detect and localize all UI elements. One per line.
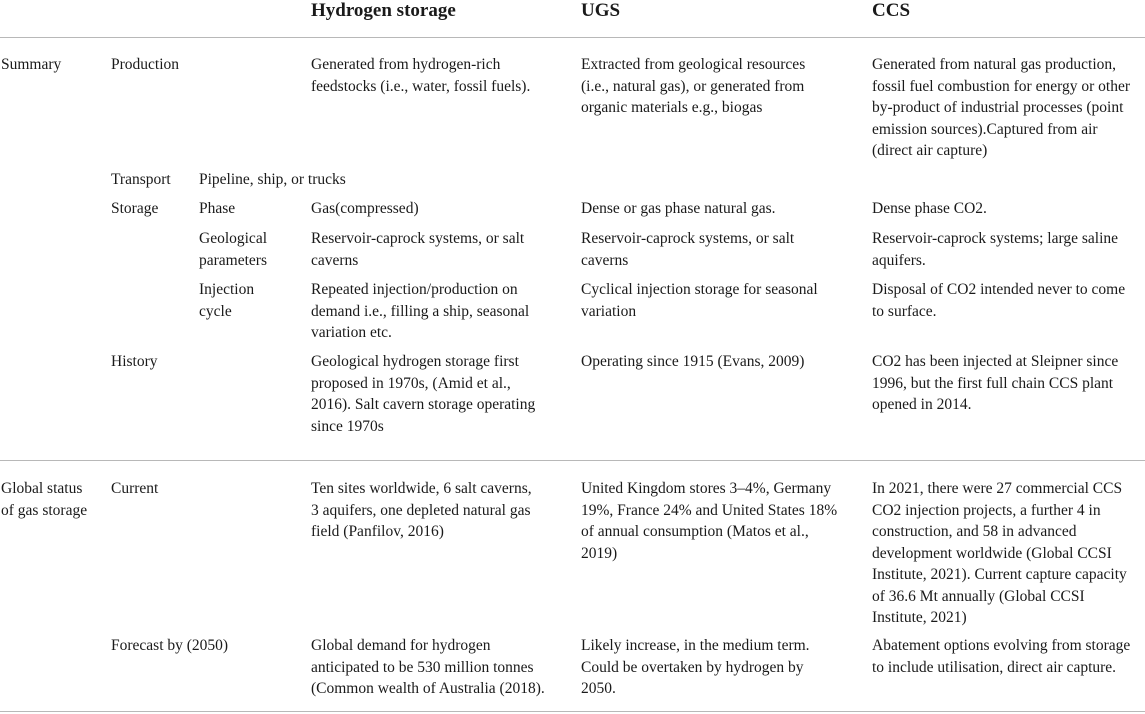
row-label-current: Current (111, 480, 159, 497)
geological-ugs: Reservoir-caprock systems, or salt caverns (581, 230, 795, 269)
transport-value: Pipeline, ship, or trucks (199, 171, 346, 188)
current-hydrogen: Ten sites worldwide, 6 salt caverns, 3 aquifers, one depleted natural gas field (Panfilov, 2016) (311, 480, 532, 540)
injection-ccs: Disposal of CO2 intended never to come to surface. (872, 281, 1126, 320)
phase-hydrogen: Gas(compressed) (311, 200, 419, 217)
subrow-label-injection-cycle: Injection cycle (199, 281, 255, 320)
subrow-label-phase: Phase (199, 200, 236, 217)
geological-ccs: Reservoir-caprock systems; large saline aquifers. (872, 230, 1119, 269)
production-ccs: Generated from natural gas production, fossil fuel combustion for energy or other by-product of industrial processes (point emission sources).Captured from air (direct air capture) (872, 56, 1130, 159)
production-hydrogen: Generated from hydrogen-rich feedstocks (i.e., water, fossil fuels). (311, 56, 531, 95)
row-label-production: Production (111, 56, 180, 73)
forecast-ugs: Likely increase, in the medium term. Could be overtaken by hydrogen by 2050. (581, 637, 810, 697)
row-label-transport: Transport (111, 171, 171, 188)
row-label-history: History (111, 353, 158, 370)
injection-ugs: Cyclical injection storage for seasonal variation (581, 281, 818, 320)
forecast-ccs: Abatement options evolving from storage to include utilisation, direct air capture. (872, 637, 1131, 676)
current-ccs: In 2021, there were 27 commercial CCS CO2 injection projects, a further 4 in construction, and 58 in advanced development worldwide (Global CCSI Institute, 2021). Current capture capacity of 36.6 Mt annually (Global CCSI Institute, 2021) (872, 480, 1127, 626)
row-label-forecast: Forecast by (2050) (111, 637, 229, 654)
table-bottom-rule (0, 711, 1145, 712)
production-ugs: Extracted from geological resources (i.e., natural gas), or generated from organic materials e.g., biogas (581, 56, 806, 116)
forecast-hydrogen: Global demand for hydrogen anticipated to be 530 million tonnes (Common wealth of Australia (2018). (311, 637, 545, 697)
col-header-hydrogen-storage: Hydrogen storage (311, 0, 456, 21)
geological-hydrogen: Reservoir-caprock systems, or salt caverns (311, 230, 525, 269)
current-ugs: United Kingdom stores 3–4%, Germany 19%, France 24% and United States 18% of annual consumption (Matos et al., 2019) (581, 480, 838, 562)
injection-hydrogen: Repeated injection/production on demand i.e., filling a ship, seasonal variation etc. (311, 281, 530, 341)
header-divider (0, 37, 1145, 38)
history-hydrogen: Geological hydrogen storage first proposed in 1970s, (Amid et al., 2016). Salt cavern storage operating since 1970s (311, 353, 536, 435)
section-label-global-status: Global status of gas storage (1, 480, 88, 519)
phase-ugs: Dense or gas phase natural gas. (581, 200, 776, 217)
history-ccs: CO2 has been injected at Sleipner since 1996, but the first full chain CCS plant opened in 2014. (872, 353, 1119, 413)
history-ugs: Operating since 1915 (Evans, 2009) (581, 353, 805, 370)
col-header-ccs: CCS (872, 0, 911, 21)
section-divider (0, 460, 1145, 461)
phase-ccs: Dense phase CO2. (872, 200, 987, 217)
section-label-summary: Summary (1, 56, 62, 73)
col-header-ugs: UGS (581, 0, 621, 21)
subrow-label-geological-parameters: Geological parameters (199, 230, 268, 269)
row-label-storage: Storage (111, 200, 159, 217)
